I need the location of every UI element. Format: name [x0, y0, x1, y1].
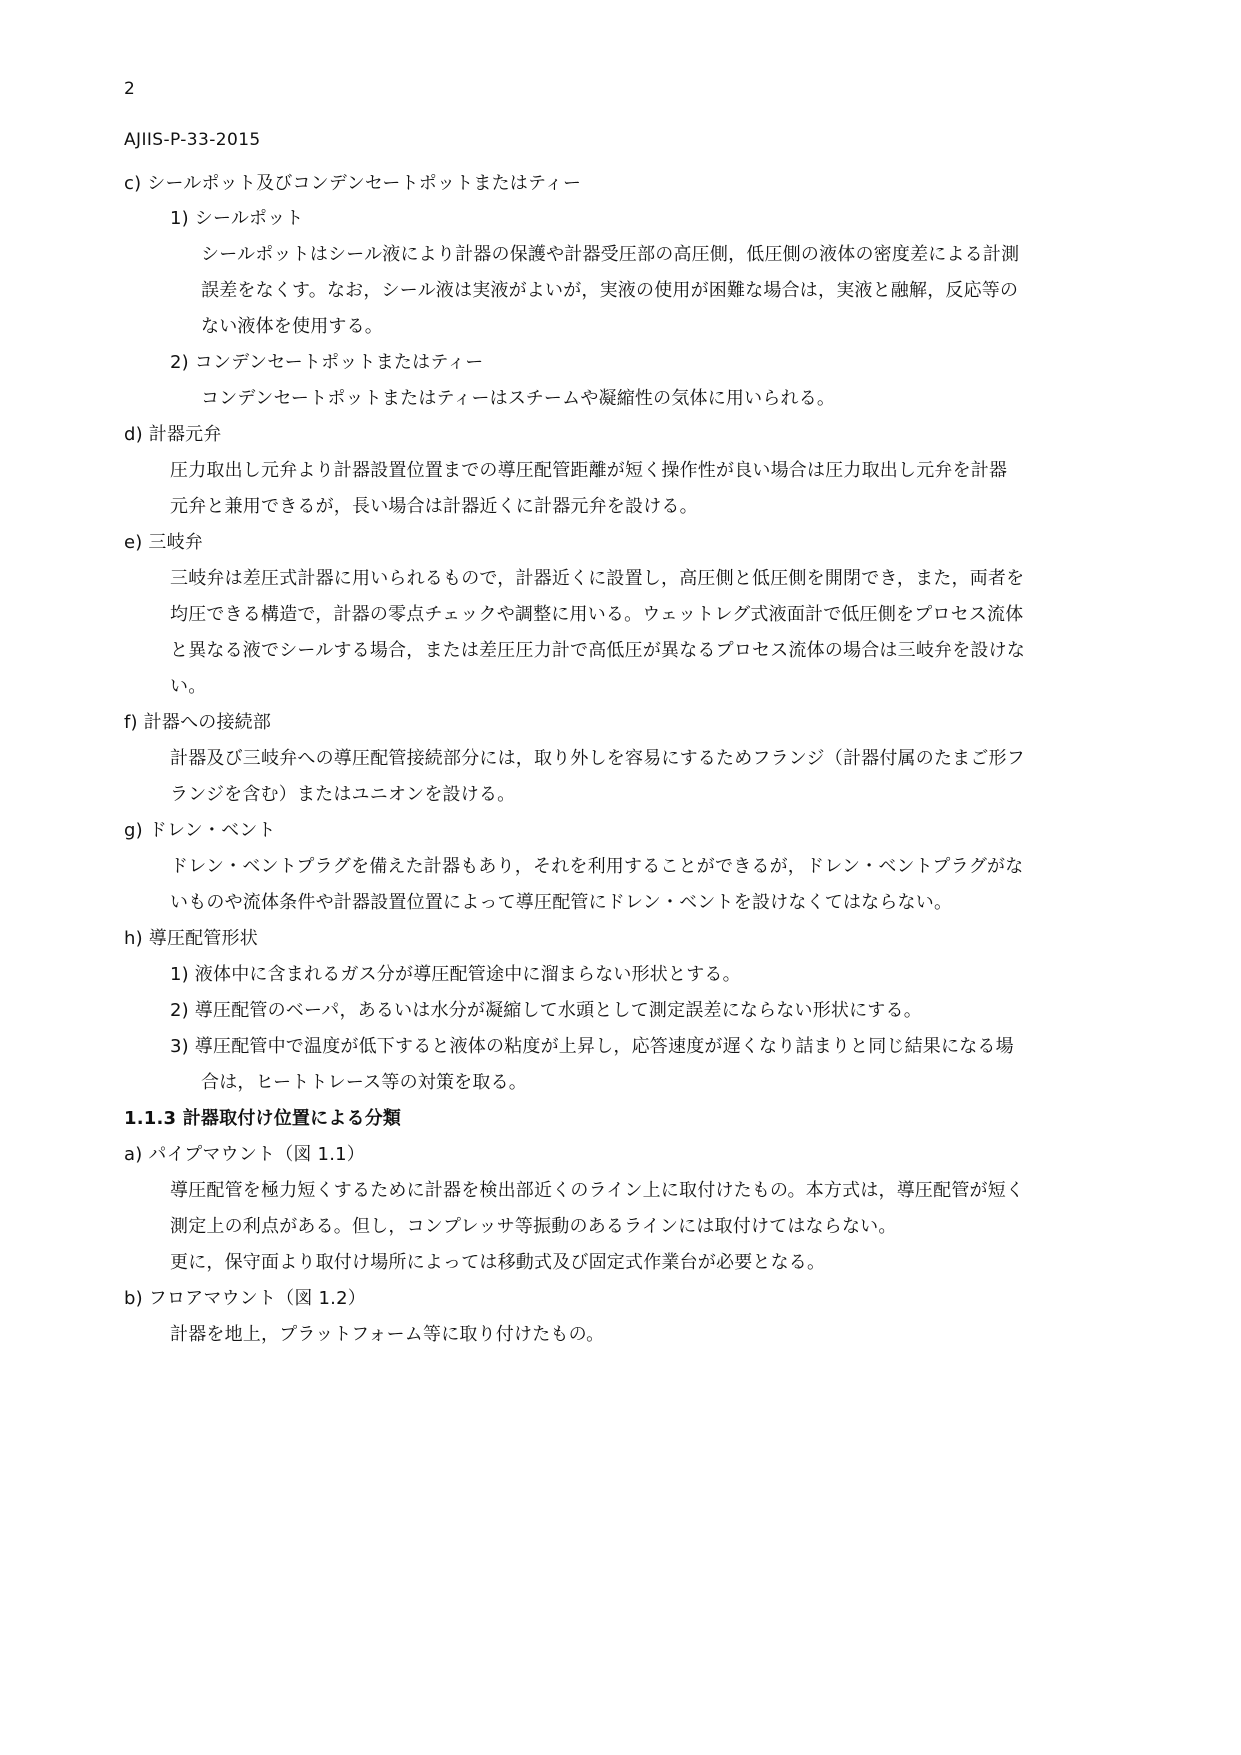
section-c-item1-line: シールポットはシール液により計器の保護や計器受圧部の高圧側，低圧側の液体の密度差による計測 [201, 244, 1020, 265]
section-h-item: 2) 導圧配管のベーパ，あるいは水分が凝縮して水頭として測定誤差にならない形状にする。 [170, 1000, 922, 1021]
section-d-line: 元弁と兼用できるが，長い場合は計器近くに計器元弁を設ける。 [170, 496, 698, 517]
section-e-line: い。 [170, 676, 207, 697]
section-e-line: 均圧できる構造で，計器の零点チェックや調整に用いる。ウェットレグ式液面計で低圧側をプロセス流体 [170, 604, 1024, 625]
document-id: AJIIS-P-33-2015 [124, 130, 261, 150]
section-f-heading: f) 計器への接続部 [124, 712, 272, 733]
section-d-heading: d) 計器元弁 [124, 424, 222, 445]
section-113-a-line: 導圧配管を極力短くするために計器を検出部近くのライン上に取付けたもの。本方式は，導圧配管が短く [170, 1180, 1025, 1201]
section-h-heading: h) 導圧配管形状 [124, 928, 258, 949]
section-h-item-continuation: 合は，ヒートトレース等の対策を取る。 [201, 1072, 527, 1093]
section-d-line: 圧力取出し元弁より計器設置位置までの導圧配管距離が短く操作性が良い場合は圧力取出し元弁を計器 [170, 460, 1008, 481]
section-h-item: 3) 導圧配管中で温度が低下すると液体の粘度が上昇し，応答速度が遅くなり詰まりと同じ結果になる場 [170, 1036, 1014, 1057]
section-g-line: ドレン・ベントプラグを備えた計器もあり，それを利用することができるが，ドレン・ベントプラグがな [170, 856, 1024, 877]
section-c-item1-line: 誤差をなくす。なお，シール液は実液がよいが，実液の使用が困難な場合は，実液と融解，反応等の [201, 280, 1019, 301]
section-e-heading: e) 三岐弁 [124, 532, 204, 553]
section-113-a-line: 測定上の利点がある。但し，コンプレッサ等振動のあるラインには取付けてはならない。 [170, 1216, 897, 1237]
section-113-a-line: 更に，保守面より取付け場所によっては移動式及び固定式作業台が必要となる。 [170, 1252, 826, 1273]
section-c-item1-heading: 1) シールポット [170, 208, 304, 229]
section-f-line: 計器及び三岐弁への導圧配管接続部分には，取り外しを容易にするためフランジ（計器付属のたまご形フ [170, 748, 1025, 769]
section-c-heading: c) シールポット及びコンデンセートポットまたはティー [124, 173, 582, 194]
section-e-line: と異なる液でシールする場合，または差圧圧力計で高低圧が異なるプロセス流体の場合は三岐弁を設けな [170, 640, 1026, 661]
section-h-item: 1) 液体中に含まれるガス分が導圧配管途中に溜まらない形状とする。 [170, 964, 741, 985]
section-f-line: ランジを含む）またはユニオンを設ける。 [170, 784, 516, 805]
section-113-a-heading: a) パイプマウント（図 1.1） [124, 1144, 365, 1165]
section-113-b-heading: b) フロアマウント（図 1.2） [124, 1288, 366, 1309]
section-c-item1-line: ない液体を使用する。 [201, 316, 383, 337]
section-g-heading: g) ドレン・ベント [124, 820, 276, 841]
section-113-heading: 1.1.3 計器取付け位置による分類 [124, 1108, 402, 1129]
section-113-b-line: 計器を地上，プラットフォーム等に取り付けたもの。 [170, 1324, 605, 1345]
section-e-line: 三岐弁は差圧式計器に用いられるもので，計器近くに設置し，高圧側と低圧側を開閉でき，また，両者を [170, 568, 1025, 589]
section-c-item2-heading: 2) コンデンセートポットまたはティー [170, 352, 484, 373]
section-g-line: いものや流体条件や計器設置位置によって導圧配管にドレン・ベントを設けなくてはならない。 [170, 892, 953, 913]
page-number: 2 [124, 79, 136, 99]
section-c-item2-line: コンデンセートポットまたはティーはスチームや凝縮性の気体に用いられる。 [201, 388, 836, 409]
